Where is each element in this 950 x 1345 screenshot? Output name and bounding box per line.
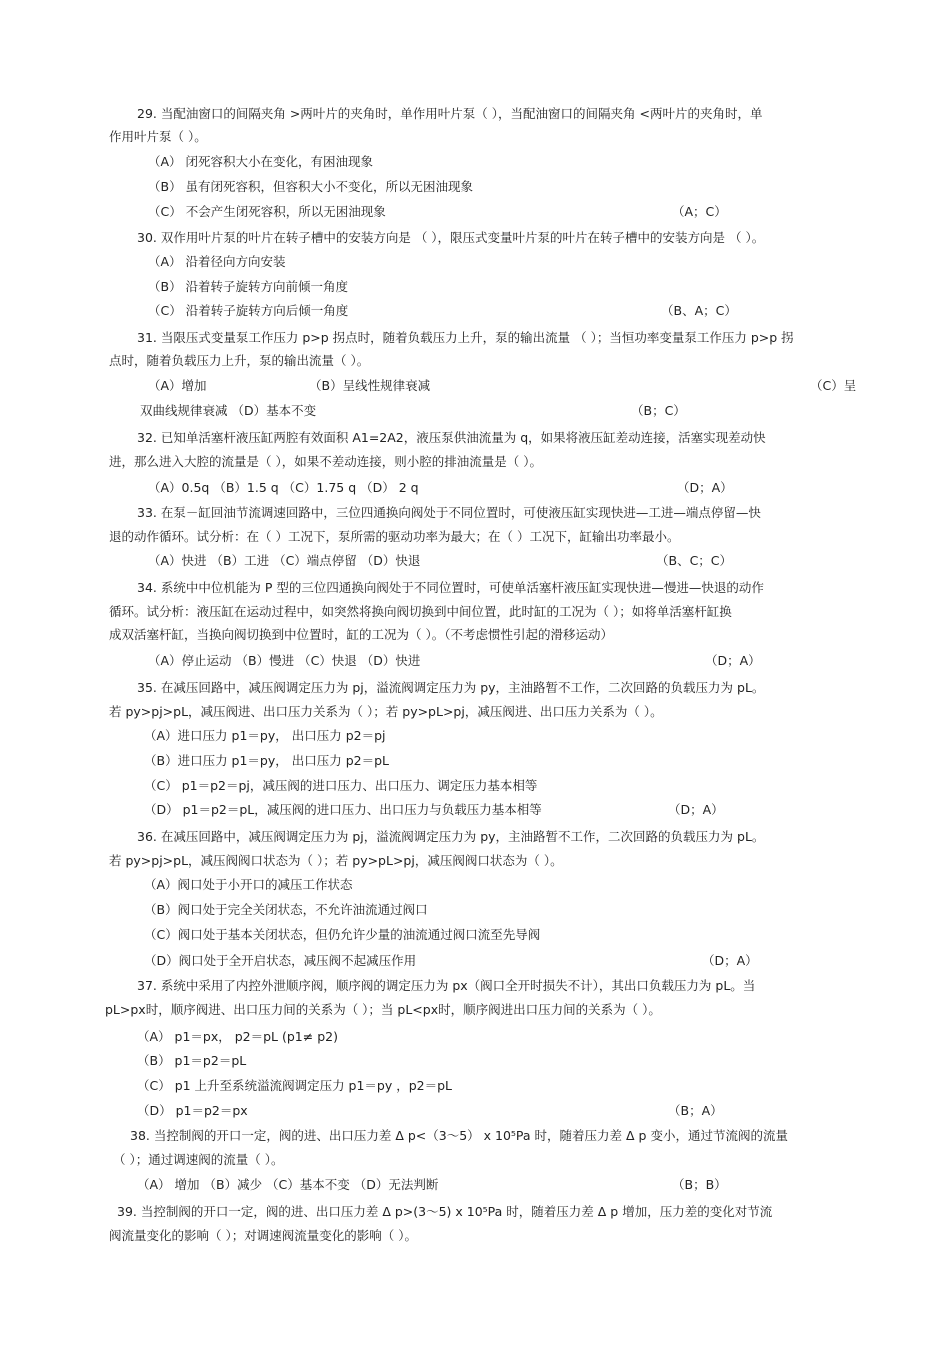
text-line: 38. 当控制阀的开口一定，阀的进、出口压力差 Δ p<（3～5） x 10⁵Pa 时，随着压力差 Δ p 变小，通过节流阀的流量	[130, 1128, 788, 1143]
text-line: （A）阀口处于小开口的减压工作状态	[144, 877, 353, 892]
text-line: （B；A）	[668, 1103, 723, 1118]
text-line: （A） 闭死容积大小在变化，有困油现象	[148, 154, 374, 169]
text-line: 32. 已知单活塞杆液压缸两腔有效面积 A1=2A2，液压泵供油流量为 q，如果将液压缸差动连接，活塞实现差动快	[137, 430, 766, 445]
text-line: （A）0.5q （B）1.5 q （C）1.75 q （D） 2 q	[148, 480, 419, 495]
text-line: （B） 沿着转子旋转方向前倾一角度	[148, 279, 349, 294]
text-line: （A）进口压力 p1＝py， 出口压力 p2＝pj	[144, 728, 386, 743]
text-line: （C）呈	[810, 378, 857, 393]
text-line: （D；A）	[668, 802, 724, 817]
text-line: （A；C）	[672, 204, 727, 219]
text-line: pL>px时，顺序阀进、出口压力间的关系为（ ）；当 pL<px时，顺序阀进出口压力间的关系为（ ）。	[105, 1002, 661, 1017]
text-line: （A）快进 （B）工进 （C）端点停留 （D）快退	[148, 553, 421, 568]
text-line: （D；A）	[677, 480, 733, 495]
text-line: （D；A）	[705, 653, 761, 668]
text-line: （C） 沿着转子旋转方向后倾一角度	[148, 303, 349, 318]
text-line: （B） 虽有闭死容积，但容积大小不变化，所以无困油现象	[148, 179, 474, 194]
text-line: 34. 系统中中位机能为 P 型的三位四通换向阀处于不同位置时，可使单活塞杆液压缸实现快进—慢进—快退的动作	[137, 580, 764, 595]
text-line: 33. 在泵－缸回油节流调速回路中，三位四通换向阀处于不同位置时，可使液压缸实现快进—工进—端点停留—快	[137, 505, 761, 520]
text-line: （ ）；通过调速阀的流量（ ）。	[113, 1152, 284, 1167]
text-line: （D；A）	[702, 953, 758, 968]
text-line: 进，那么进入大腔的流量是（ ），如果不差动连接，则小腔的排油流量是（ ）。	[109, 454, 542, 469]
text-line: （B）呈线性规律衰减	[309, 378, 431, 393]
text-line: （D）阀口处于全开启状态，减压阀不起减压作用	[144, 953, 417, 968]
text-line: 31. 当限压式变量泵工作压力 p>p 拐点时，随着负载压力上升，泵的输出流量 （ ）；当恒功率变量泵工作压力 p>p 拐	[137, 330, 794, 345]
text-line: （A）停止运动 （B）慢进 （C）快退 （D）快进	[148, 653, 421, 668]
text-line: （A）增加	[148, 378, 207, 393]
text-line: （A） 增加 （B）减少 （C）基本不变 （D）无法判断	[137, 1177, 439, 1192]
text-line: （B、A；C）	[661, 303, 737, 318]
text-line: （C） p1＝p2＝pj，减压阀的进口压力、出口压力、调定压力基本相等	[144, 778, 538, 793]
text-line: （B）阀口处于完全关闭状态，不允许油流通过阀口	[144, 902, 428, 917]
text-line: 退的动作循环。试分析：在（ ）工况下，泵所需的驱动功率为最大；在（ ）工况下，缸输出功率最小。	[109, 529, 680, 544]
text-line: 循环。试分析：液压缸在运动过程中，如突然将换向阀切换到中间位置，此时缸的工况为（ ）；如将单活塞杆缸换	[109, 604, 732, 619]
text-line: （C）阀口处于基本关闭状态，但仍允许少量的油流通过阀口流至先导阀	[144, 927, 541, 942]
text-line: 若 py>pj>pL，减压阀阀口状态为（ ）；若 py>pL>pj，减压阀阀口状态为（ ）。	[109, 853, 563, 868]
text-line: （A） p1＝px， p2＝pL (p1≠ p2)	[137, 1029, 338, 1044]
text-line: 35. 在减压回路中，减压阀调定压力为 pj，溢流阀调定压力为 py，主油路暂不工作，二次回路的负载压力为 pL。	[137, 680, 765, 695]
text-line: 37. 系统中采用了内控外泄顺序阀，顺序阀的调定压力为 px（阀口全开时损失不计），其出口负载压力为 pL。当	[137, 978, 756, 993]
text-line: 若 py>pj>pL，减压阀进、出口压力关系为（ ）；若 py>pL>pj，减压阀进、出口压力关系为（ ）。	[109, 704, 663, 719]
text-line: 点时，随着负载压力上升，泵的输出流量（ ）。	[109, 353, 370, 368]
text-line: （B、C；C）	[656, 553, 733, 568]
text-line: 29. 当配油窗口的间隔夹角 >两叶片的夹角时，单作用叶片泵（ ），当配油窗口的间隔夹角 <两叶片的夹角时，单	[137, 106, 763, 121]
text-line: （C） p1 上升至系统溢流阀调定压力 p1＝py ，p2＝pL	[137, 1078, 453, 1093]
text-line: （D） p1＝p2＝px	[137, 1103, 248, 1118]
text-line: （C） 不会产生闭死容积，所以无困油现象	[148, 204, 386, 219]
text-line: 成双活塞杆缸，当换向阀切换到中位置时，缸的工况为（ ）。（不考虑惯性引起的滑移运动）	[109, 627, 613, 642]
text-line: 30. 双作用叶片泵的叶片在转子槽中的安装方向是 （ ），限压式变量叶片泵的叶片在转子槽中的安装方向是 （ ）。	[137, 230, 765, 245]
text-line: 39. 当控制阀的开口一定，阀的进、出口压力差 Δ p>(3～5) x 10⁵Pa 时，随着压力差 Δ p 增加，压力差的变化对节流	[117, 1204, 773, 1219]
text-line: 36. 在减压回路中，减压阀调定压力为 pj，溢流阀调定压力为 py，主油路暂不工作，二次回路的负载压力为 pL。	[137, 829, 765, 844]
text-line: （B） p1＝p2＝pL	[137, 1053, 247, 1068]
text-line: 作用叶片泵（ ）。	[109, 129, 207, 144]
text-line: （A） 沿着径向方向安装	[148, 254, 286, 269]
text-line: （B）进口压力 p1＝py， 出口压力 p2＝pL	[144, 753, 390, 768]
text-line: （D） p1＝p2＝pL，减压阀的进口压力、出口压力与负载压力基本相等	[144, 802, 542, 817]
text-line: （B；B）	[672, 1177, 727, 1192]
text-line: （B；C）	[631, 403, 686, 418]
text-line: 双曲线规律衰减 （D）基本不变	[140, 403, 317, 418]
text-line: 阀流量变化的影响（ ）；对调速阀流量变化的影响（ ）。	[109, 1228, 417, 1243]
